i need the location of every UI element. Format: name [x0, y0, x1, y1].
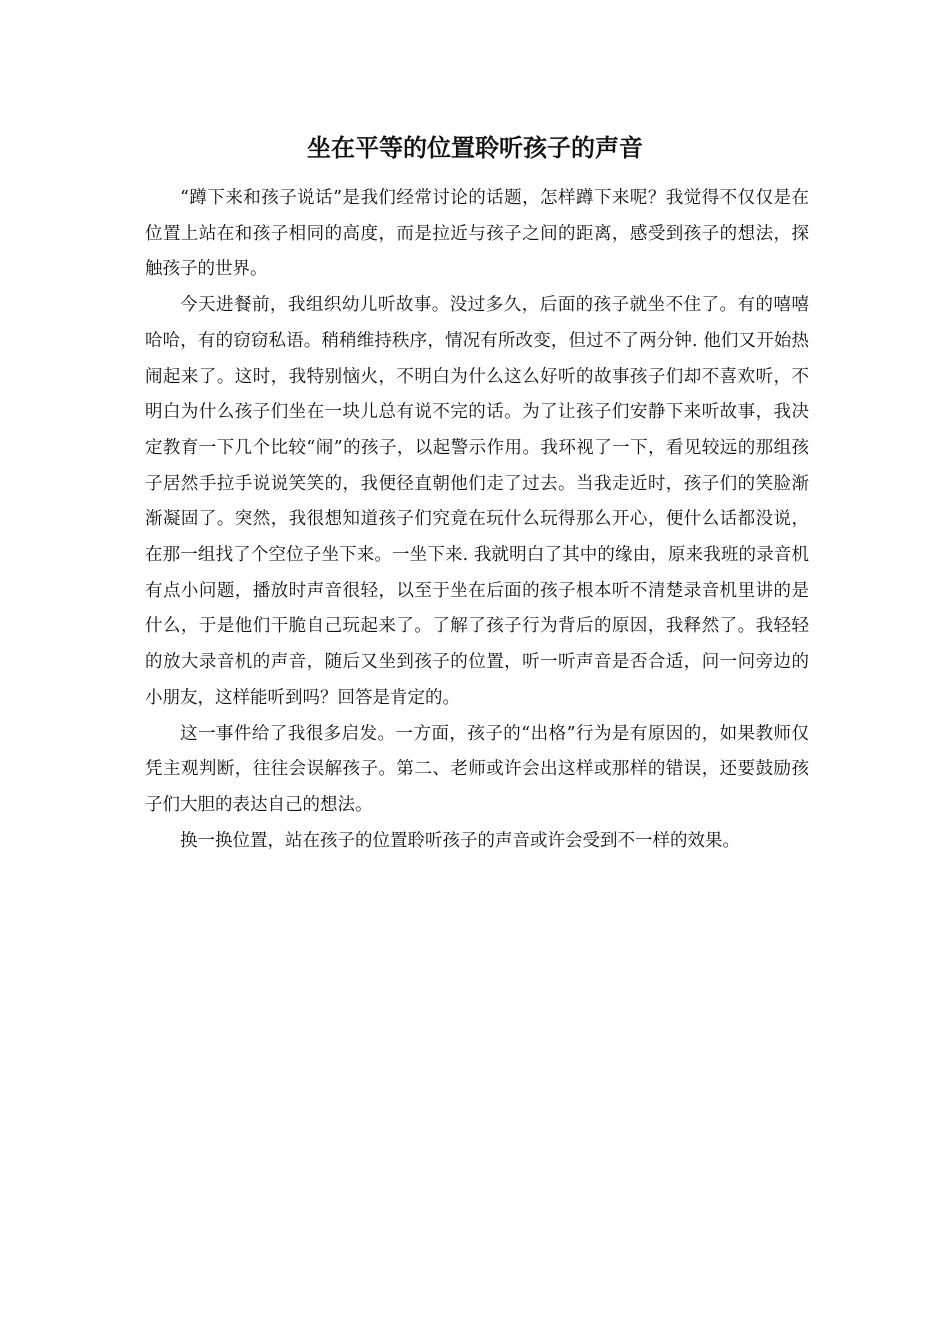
document-body — [145, 181, 809, 859]
paragraph-intro: “蹲下来和孩子说话”是我们经常讨论的话题，怎样蹲下来呢？我觉得不仅仅是在位置上站在和孩子相同的高度，而是拉近与孩子之间的距离，感受到孩子的想法，探触孩子的世界。 — [145, 188, 809, 280]
paragraph-story: 今天进餐前，我组织幼儿听故事。没过多久，后面的孩子就坐不住了。有的嘻嘻哈哈，有的窃窃私语。稍稍维持秩序，情况有所改变，但过不了两分钟. 他们又开始热闹起来了。这时，我特别恼火，不明白为什么这么好听的故事孩子们却不喜欢听，不明白为什么孩子们坐在一块儿总有说不完的话。为了让孩子们安静下来听故事，我决定教育一下几个比较“闹”的孩子，以起警示作用。我环视了一下，看见较远的那组孩子居然手拉手说说笑笑的，我便径直朝他们走了过去。当我走近时，孩子们的笑脸渐渐凝固了。突然，我很想知道孩子们究竟在玩什么玩得那么开心，便什么话都没说，在那一组找了个空位子坐下来。一坐下来. 我就明白了其中的缘由，原来我班的录音机有点小问题，播放时声音很轻，以至于坐在后面的孩子根本听不清楚录音机里讲的是什么，于是他们干脆自己玩起来了。了解了孩子行为背后的原因，我释然了。我轻轻的放大录音机的声音，随后又坐到孩子的位置，听一听声音是否合适，问一问旁边的小朋友，这样能听到吗？回答是肯定的。 — [145, 295, 809, 708]
paragraph-reflection: 这一事件给了我很多启发。一方面，孩子的“出格”行为是有原因的，如果教师仅凭主观判断，往往会误解孩子。第二、老师或许会出这样或那样的错误，还要鼓励孩子们大胆的表达自己的想法。 — [145, 723, 809, 815]
document-title: 坐在平等的位置聆听孩子的声音 — [307, 134, 643, 162]
paragraph-conclusion: 换一换位置，站在孩子的位置聆听孩子的声音或许会受到不一样的效果。 — [180, 830, 740, 851]
